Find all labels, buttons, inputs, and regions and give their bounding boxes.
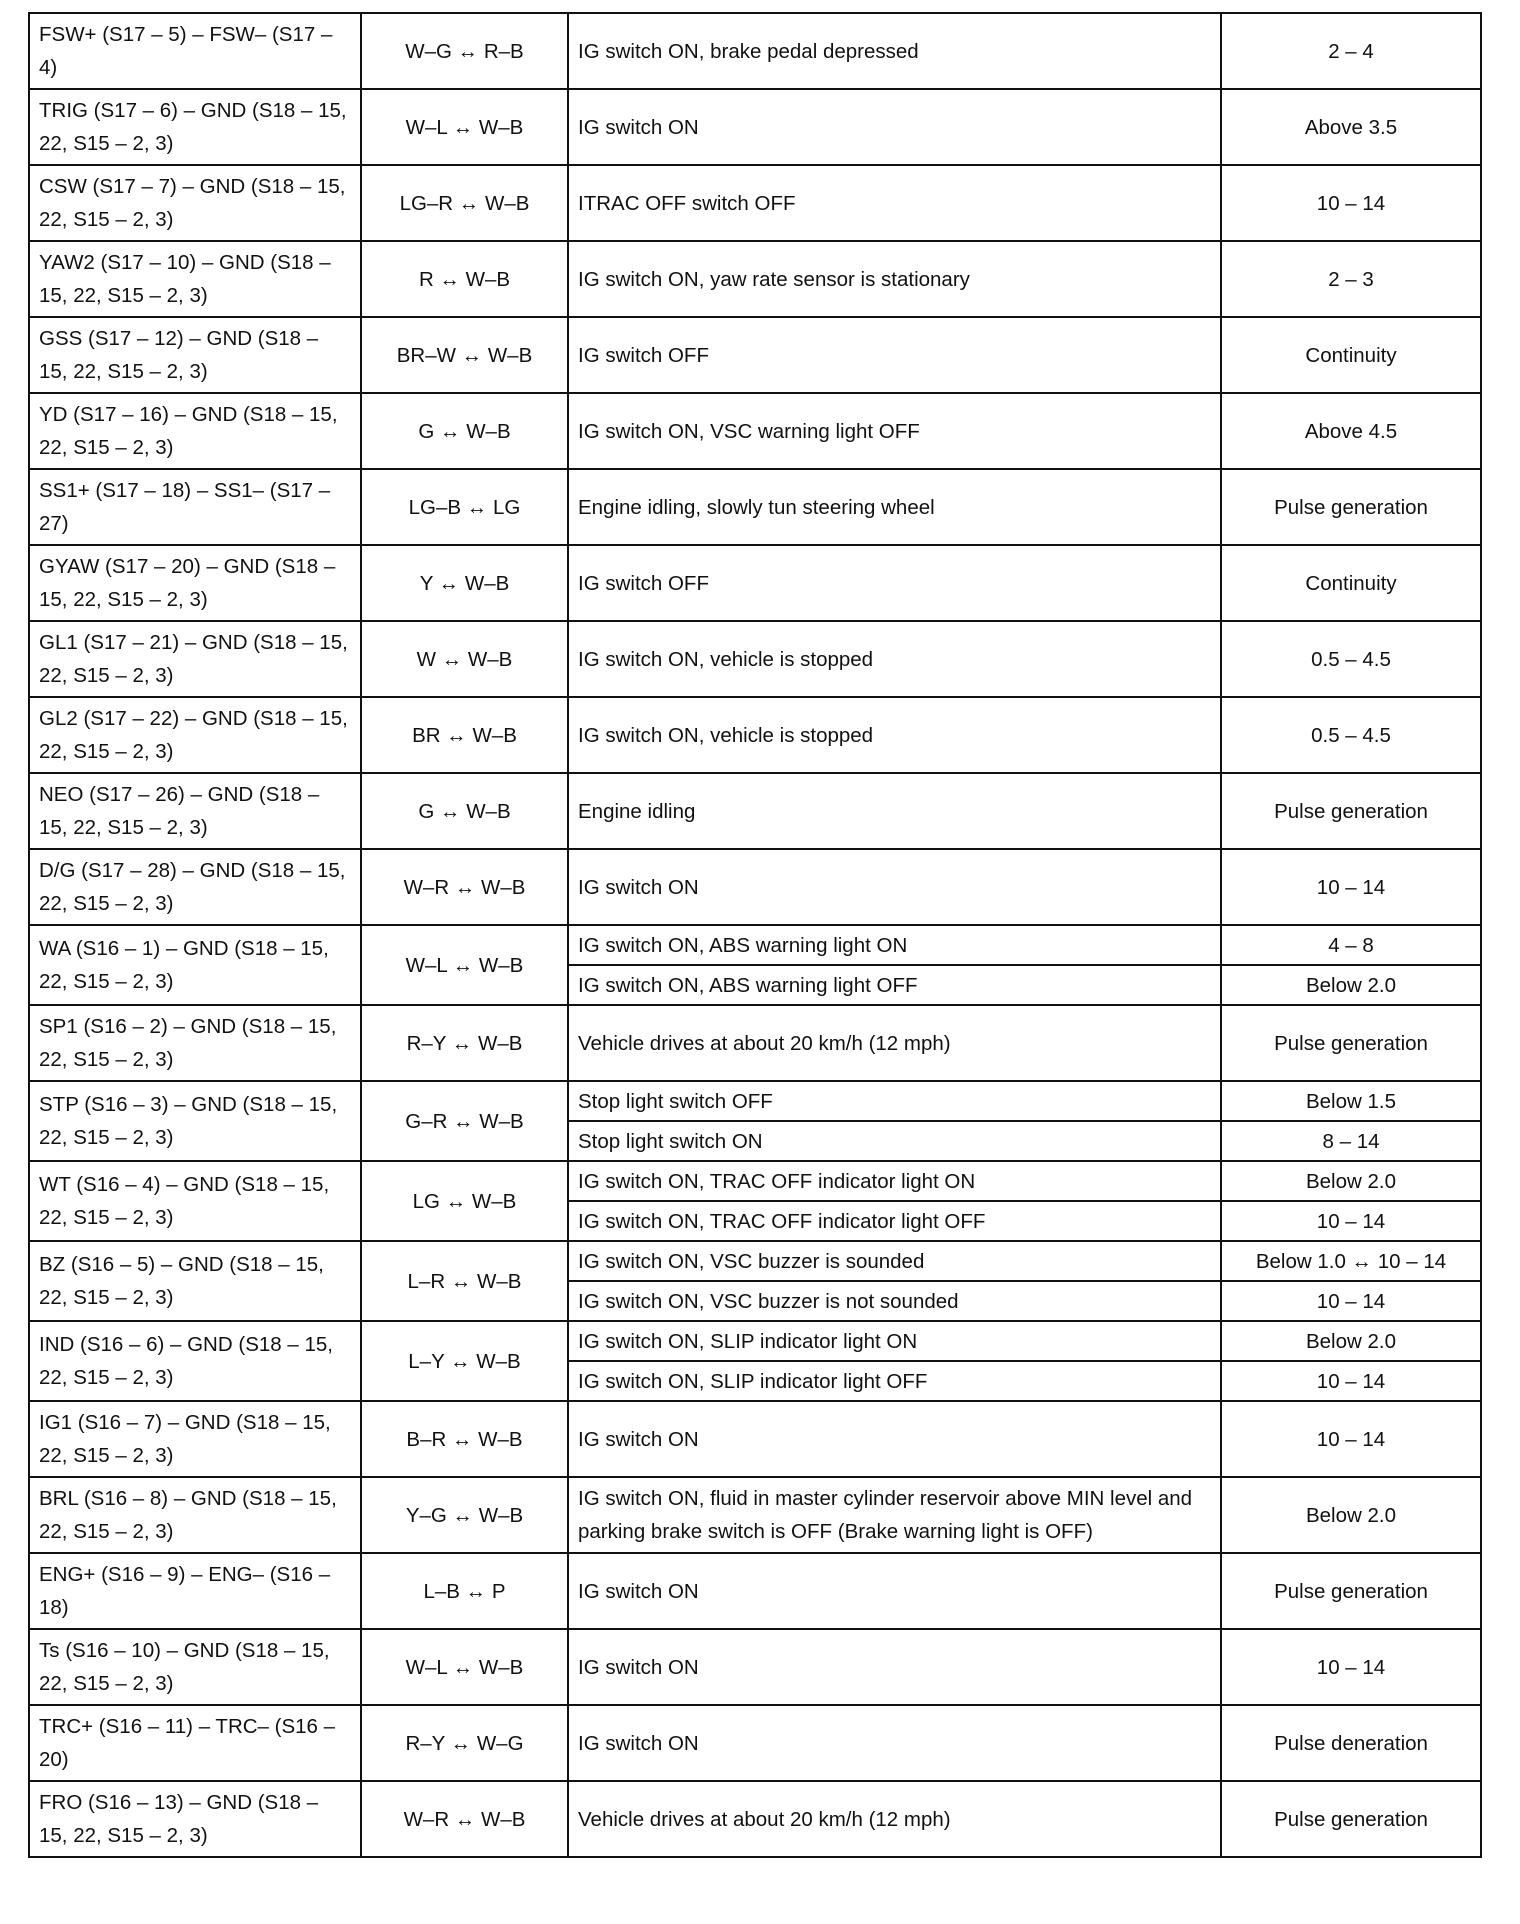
terminal-cell: SP1 (S16 – 2) – GND (S18 – 15, 22, S15 – 2, 3) bbox=[29, 1005, 361, 1081]
table-row bbox=[29, 621, 1481, 697]
condition-cell: IG switch ON, SLIP indicator light ON bbox=[568, 1321, 1221, 1361]
condition-cell: IG switch ON bbox=[568, 89, 1221, 165]
terminal-cell: BZ (S16 – 5) – GND (S18 – 15, 22, S15 – 2, 3) bbox=[29, 1241, 361, 1321]
condition-cell: IG switch ON, brake pedal depressed bbox=[568, 13, 1221, 89]
table-row bbox=[29, 1553, 1481, 1629]
table-row bbox=[29, 1321, 1481, 1361]
wiring-color-cell: G ↔ W–B bbox=[361, 393, 568, 469]
table-row bbox=[29, 925, 1481, 965]
wiring-color-cell: W ↔ W–B bbox=[361, 621, 568, 697]
terminal-cell: GYAW (S17 – 20) – GND (S18 – 15, 22, S15 – 2, 3) bbox=[29, 545, 361, 621]
terminal-cell: YAW2 (S17 – 10) – GND (S18 – 15, 22, S15 – 2, 3) bbox=[29, 241, 361, 317]
condition-cell: IG switch ON, ABS warning light OFF bbox=[568, 965, 1221, 1005]
terminal-cell: Ts (S16 – 10) – GND (S18 – 15, 22, S15 – 2, 3) bbox=[29, 1629, 361, 1705]
wiring-color-cell: BR–W ↔ W–B bbox=[361, 317, 568, 393]
wiring-color-cell: LG–B ↔ LG bbox=[361, 469, 568, 545]
condition-cell: IG switch OFF bbox=[568, 545, 1221, 621]
terminal-cell: ENG+ (S16 – 9) – ENG– (S16 – 18) bbox=[29, 1553, 361, 1629]
specified-value-cell: 0.5 – 4.5 bbox=[1221, 697, 1481, 773]
condition-cell: IG switch ON, ABS warning light ON bbox=[568, 925, 1221, 965]
terminal-cell: GSS (S17 – 12) – GND (S18 – 15, 22, S15 – 2, 3) bbox=[29, 317, 361, 393]
terminal-inspection-table bbox=[28, 12, 1482, 1858]
terminal-cell: FSW+ (S17 – 5) – FSW– (S17 – 4) bbox=[29, 13, 361, 89]
specified-value-cell: Pulse generation bbox=[1221, 1005, 1481, 1081]
condition-cell: Stop light switch OFF bbox=[568, 1081, 1221, 1121]
wiring-color-cell: BR ↔ W–B bbox=[361, 697, 568, 773]
specified-value-cell: 10 – 14 bbox=[1221, 1361, 1481, 1401]
condition-cell: IG switch ON, VSC warning light OFF bbox=[568, 393, 1221, 469]
table-row bbox=[29, 393, 1481, 469]
specified-value-cell: Below 2.0 bbox=[1221, 1161, 1481, 1201]
table-row bbox=[29, 13, 1481, 89]
specified-value-cell: Below 1.5 bbox=[1221, 1081, 1481, 1121]
table-row bbox=[29, 697, 1481, 773]
specified-value-cell: Pulse generation bbox=[1221, 773, 1481, 849]
condition-cell: IG switch ON bbox=[568, 1705, 1221, 1781]
specified-value-cell: Below 2.0 bbox=[1221, 1321, 1481, 1361]
table-row bbox=[29, 1629, 1481, 1705]
terminal-cell: GL1 (S17 – 21) – GND (S18 – 15, 22, S15 – 2, 3) bbox=[29, 621, 361, 697]
specified-value-cell: 10 – 14 bbox=[1221, 849, 1481, 925]
specified-value-cell: Above 3.5 bbox=[1221, 89, 1481, 165]
specified-value-cell: Above 4.5 bbox=[1221, 393, 1481, 469]
specified-value-cell: Pulse generation bbox=[1221, 1553, 1481, 1629]
specified-value-cell: 0.5 – 4.5 bbox=[1221, 621, 1481, 697]
wiring-color-cell: Y ↔ W–B bbox=[361, 545, 568, 621]
terminal-cell: GL2 (S17 – 22) – GND (S18 – 15, 22, S15 – 2, 3) bbox=[29, 697, 361, 773]
condition-cell: Vehicle drives at about 20 km/h (12 mph) bbox=[568, 1781, 1221, 1857]
wiring-color-cell: LG ↔ W–B bbox=[361, 1161, 568, 1241]
terminal-cell: CSW (S17 – 7) – GND (S18 – 15, 22, S15 – 2, 3) bbox=[29, 165, 361, 241]
condition-cell: Engine idling bbox=[568, 773, 1221, 849]
terminal-cell: FRO (S16 – 13) – GND (S18 – 15, 22, S15 – 2, 3) bbox=[29, 1781, 361, 1857]
specified-value-cell: 2 – 4 bbox=[1221, 13, 1481, 89]
specified-value-cell: 10 – 14 bbox=[1221, 1201, 1481, 1241]
terminal-cell: YD (S17 – 16) – GND (S18 – 15, 22, S15 – 2, 3) bbox=[29, 393, 361, 469]
terminal-cell: STP (S16 – 3) – GND (S18 – 15, 22, S15 – 2, 3) bbox=[29, 1081, 361, 1161]
wiring-color-cell: R ↔ W–B bbox=[361, 241, 568, 317]
table-row bbox=[29, 1161, 1481, 1201]
table-row bbox=[29, 317, 1481, 393]
terminal-cell: TRIG (S17 – 6) – GND (S18 – 15, 22, S15 – 2, 3) bbox=[29, 89, 361, 165]
table-row bbox=[29, 241, 1481, 317]
condition-cell: ITRAC OFF switch OFF bbox=[568, 165, 1221, 241]
table-row bbox=[29, 849, 1481, 925]
table-row bbox=[29, 89, 1481, 165]
wiring-color-cell: G–R ↔ W–B bbox=[361, 1081, 568, 1161]
specified-value-cell: 2 – 3 bbox=[1221, 241, 1481, 317]
wiring-color-cell: W–L ↔ W–B bbox=[361, 925, 568, 1005]
terminal-cell: BRL (S16 – 8) – GND (S18 – 15, 22, S15 – 2, 3) bbox=[29, 1477, 361, 1553]
specified-value-cell: Below 1.0 ↔ 10 – 14 bbox=[1221, 1241, 1481, 1281]
wiring-color-cell: R–Y ↔ W–G bbox=[361, 1705, 568, 1781]
condition-cell: IG switch OFF bbox=[568, 317, 1221, 393]
table-row bbox=[29, 1241, 1481, 1281]
wiring-color-cell: LG–R ↔ W–B bbox=[361, 165, 568, 241]
condition-cell: IG switch ON, vehicle is stopped bbox=[568, 621, 1221, 697]
terminal-cell: WT (S16 – 4) – GND (S18 – 15, 22, S15 – 2, 3) bbox=[29, 1161, 361, 1241]
terminal-cell: TRC+ (S16 – 11) – TRC– (S16 – 20) bbox=[29, 1705, 361, 1781]
terminal-cell: SS1+ (S17 – 18) – SS1– (S17 – 27) bbox=[29, 469, 361, 545]
specified-value-cell: Below 2.0 bbox=[1221, 965, 1481, 1005]
table-body bbox=[29, 13, 1481, 1857]
wiring-color-cell: W–G ↔ R–B bbox=[361, 13, 568, 89]
condition-cell: IG switch ON, TRAC OFF indicator light ON bbox=[568, 1161, 1221, 1201]
wiring-color-cell: W–L ↔ W–B bbox=[361, 89, 568, 165]
specified-value-cell: Continuity bbox=[1221, 545, 1481, 621]
wiring-color-cell: B–R ↔ W–B bbox=[361, 1401, 568, 1477]
specified-value-cell: Pulse generation bbox=[1221, 1781, 1481, 1857]
condition-cell: IG switch ON, yaw rate sensor is stationary bbox=[568, 241, 1221, 317]
specified-value-cell: 8 – 14 bbox=[1221, 1121, 1481, 1161]
wiring-color-cell: L–R ↔ W–B bbox=[361, 1241, 568, 1321]
terminal-cell: WA (S16 – 1) – GND (S18 – 15, 22, S15 – 2, 3) bbox=[29, 925, 361, 1005]
condition-cell: IG switch ON bbox=[568, 1553, 1221, 1629]
condition-cell: IG switch ON, VSC buzzer is sounded bbox=[568, 1241, 1221, 1281]
terminal-cell: IND (S16 – 6) – GND (S18 – 15, 22, S15 – 2, 3) bbox=[29, 1321, 361, 1401]
specified-value-cell: Pulse generation bbox=[1221, 469, 1481, 545]
terminal-cell: NEO (S17 – 26) – GND (S18 – 15, 22, S15 – 2, 3) bbox=[29, 773, 361, 849]
table-row bbox=[29, 1705, 1481, 1781]
specified-value-cell: 10 – 14 bbox=[1221, 165, 1481, 241]
specified-value-cell: 4 – 8 bbox=[1221, 925, 1481, 965]
wiring-color-cell: W–R ↔ W–B bbox=[361, 849, 568, 925]
table-row bbox=[29, 1081, 1481, 1121]
terminal-cell: IG1 (S16 – 7) – GND (S18 – 15, 22, S15 – 2, 3) bbox=[29, 1401, 361, 1477]
wiring-color-cell: W–R ↔ W–B bbox=[361, 1781, 568, 1857]
condition-cell: Vehicle drives at about 20 km/h (12 mph) bbox=[568, 1005, 1221, 1081]
condition-cell: IG switch ON, vehicle is stopped bbox=[568, 697, 1221, 773]
condition-cell: Stop light switch ON bbox=[568, 1121, 1221, 1161]
table-row bbox=[29, 165, 1481, 241]
specified-value-cell: 10 – 14 bbox=[1221, 1281, 1481, 1321]
table-row bbox=[29, 469, 1481, 545]
specified-value-cell: 10 – 14 bbox=[1221, 1401, 1481, 1477]
wiring-color-cell: Y–G ↔ W–B bbox=[361, 1477, 568, 1553]
wiring-color-cell: G ↔ W–B bbox=[361, 773, 568, 849]
table-row bbox=[29, 1401, 1481, 1477]
table-row bbox=[29, 545, 1481, 621]
specified-value-cell: Below 2.0 bbox=[1221, 1477, 1481, 1553]
condition-cell: IG switch ON bbox=[568, 849, 1221, 925]
condition-cell: IG switch ON bbox=[568, 1401, 1221, 1477]
table-row bbox=[29, 1781, 1481, 1857]
condition-cell: IG switch ON, TRAC OFF indicator light OFF bbox=[568, 1201, 1221, 1241]
wiring-color-cell: W–L ↔ W–B bbox=[361, 1629, 568, 1705]
wiring-color-cell: L–B ↔ P bbox=[361, 1553, 568, 1629]
condition-cell: Engine idling, slowly tun steering wheel bbox=[568, 469, 1221, 545]
table-row bbox=[29, 773, 1481, 849]
terminal-cell: D/G (S17 – 28) – GND (S18 – 15, 22, S15 – 2, 3) bbox=[29, 849, 361, 925]
specified-value-cell: Continuity bbox=[1221, 317, 1481, 393]
condition-cell: IG switch ON, fluid in master cylinder reservoir above MIN level and parking brake switch is OFF (Brake warning light is OFF) bbox=[568, 1477, 1221, 1553]
specified-value-cell: 10 – 14 bbox=[1221, 1629, 1481, 1705]
wiring-color-cell: R–Y ↔ W–B bbox=[361, 1005, 568, 1081]
specified-value-cell: Pulse deneration bbox=[1221, 1705, 1481, 1781]
condition-cell: IG switch ON, SLIP indicator light OFF bbox=[568, 1361, 1221, 1401]
condition-cell: IG switch ON bbox=[568, 1629, 1221, 1705]
table-row bbox=[29, 1477, 1481, 1553]
table-row bbox=[29, 1005, 1481, 1081]
condition-cell: IG switch ON, VSC buzzer is not sounded bbox=[568, 1281, 1221, 1321]
wiring-color-cell: L–Y ↔ W–B bbox=[361, 1321, 568, 1401]
